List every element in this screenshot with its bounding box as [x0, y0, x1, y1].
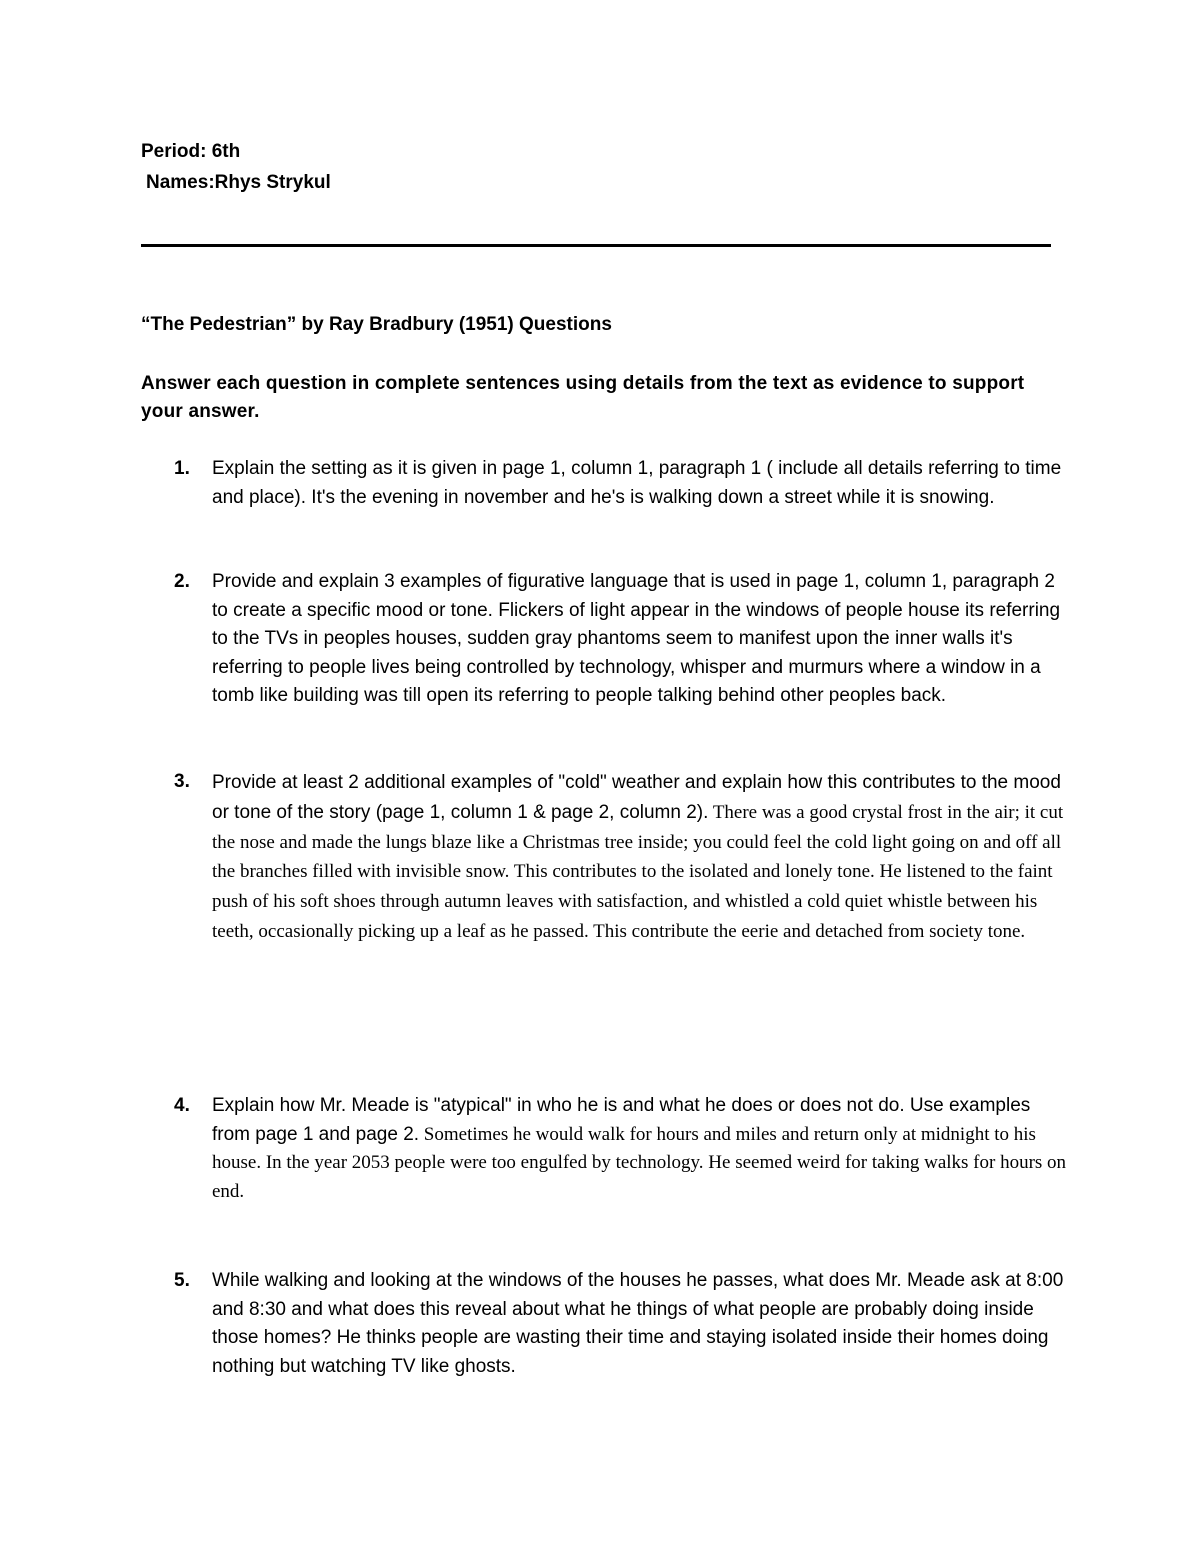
question-prompt: Provide at least 2 additional examples of "cold" weather and explain how this contributes to the mood or tone of the story (page 1, column 1 & page 2, column 2).	[212, 772, 1061, 823]
question-body	[212, 1267, 1072, 1381]
question-number: 4.	[174, 1095, 190, 1116]
question-number: 3.	[174, 771, 190, 792]
question-number: 2.	[174, 571, 190, 592]
period-line: Period: 6th	[141, 141, 241, 162]
question-prompt: Provide and explain 3 examples of figurative language that is used in page 1, column 1, paragraph 2 to create a specific mood or tone.	[212, 571, 1055, 621]
question-body	[212, 1092, 1072, 1206]
question-prompt: While walking and looking at the windows of the houses he passes, what does Mr. Meade ask at 8:00 and 8:30 and what does this reveal about what he things of what people are probably doing inside those homes?	[212, 1270, 1064, 1348]
question-4	[141, 1092, 1071, 1206]
names-line: Names:Rhys Strykul	[146, 172, 331, 193]
instructions: Answer each question in complete sentences using details from the text as evidence to support your answer.	[141, 373, 1025, 422]
horizontal-divider	[141, 244, 1051, 247]
question-body	[212, 568, 1072, 711]
assignment-title: “The Pedestrian” by Ray Bradbury (1951) Questions	[141, 314, 612, 335]
question-answer: It's the evening in november and he's is walking down a street while it is snowing.	[306, 486, 995, 508]
question-number: 5.	[174, 1270, 190, 1291]
question-number: 1.	[174, 458, 190, 479]
question-3	[141, 768, 1071, 947]
question-5	[141, 1267, 1071, 1381]
question-body	[212, 768, 1072, 947]
question-prompt: Explain how Mr. Meade is "atypical" in who he is and what he does or does not do. Use examples from page 1 and page 2.	[212, 1095, 1031, 1145]
question-1	[141, 455, 1071, 512]
question-prompt: Explain the setting as it is given in page 1, column 1, paragraph 1 ( include all details referring to time and place).	[212, 458, 1062, 508]
question-answer: There was a good crystal frost in the air; it cut the nose and made the lungs blaze like a Christmas tree inside; you could feel the cold light going on and off all the branches filled with invisible snow. This contributes to the isolated and lonely tone. He listened to the faint push of his soft shoes through autumn leaves with satisfaction, and whistled a cold quiet whistle between his teeth, occasionally picking up a leaf as he passed. This contribute the eerie and detached from society tone.	[212, 801, 1064, 942]
question-answer: He thinks people are wasting their time and staying isolated inside their homes doing nothing but watching TV like ghosts.	[212, 1327, 1049, 1377]
question-2	[141, 568, 1071, 711]
question-body	[212, 455, 1072, 512]
question-answer: Flickers of light appear in the windows of people house its referring to the TVs in peoples houses, sudden gray phantoms seem to manifest upon the inner walls it's referring to people lives being controlled by technology, whisper and murmurs where a window in a tomb like building was till open its referring to people talking behind other peoples back.	[212, 599, 1061, 706]
question-answer: Sometimes he would walk for hours and miles and return only at midnight to his house. In the year 2053 people were too engulfed by technology. He seemed weird for taking walks for hours on end.	[212, 1123, 1067, 1202]
